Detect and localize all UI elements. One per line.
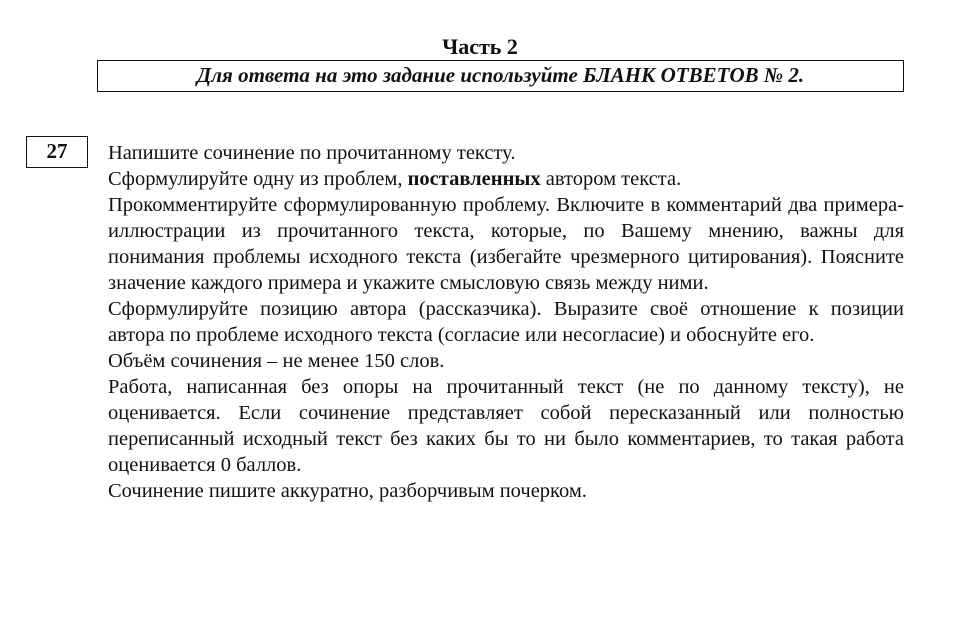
task-paragraph-5: Объём сочинения – не менее 150 слов.: [108, 350, 445, 372]
task-paragraph-2-start: Сформулируйте одну из проблем,: [108, 168, 408, 190]
task-paragraph-2-end: автором текста.: [540, 168, 682, 190]
task-paragraph-4: Сформулируйте позицию автора (рассказчика). Выразите своё отношение к позиции автора по проблеме исходного текста (согласие или несогласие) и обоснуйте его.: [108, 298, 904, 346]
task-paragraph-1: Напишите сочинение по прочитанному тексту.: [108, 142, 516, 164]
task-paragraph-6: Работа, написанная без опоры на прочитанный текст (не по данному тексту), не оценивается. Если сочинение представляет собой пересказанный или полностью переписанный исходный текст без каких бы то ни было комментариев, то такая работа оценивается 0 баллов.: [108, 376, 904, 476]
task-paragraph-2: [108, 166, 904, 192]
task-paragraph-3: Прокомментируйте сформулированную проблему. Включите в комментарий два примера-иллюстрации из прочитанного текста, которые, по Вашему мнению, важны для понимания проблемы исходного текста (избегайте чрезмерного цитирования). Поясните значение каждого примера и укажите смысловую связь между ними.: [108, 194, 904, 294]
instruction-box: Для ответа на это задание используйте БЛАНК ОТВЕТОВ № 2.: [97, 60, 904, 92]
part-title: Часть 2: [442, 34, 518, 59]
task-body: [108, 140, 904, 504]
task-paragraph-2-bold: поставленных: [407, 168, 541, 190]
task-number-box: 27: [26, 136, 88, 168]
task-paragraph-7: Сочинение пишите аккуратно, разборчивым почерком.: [108, 480, 587, 502]
